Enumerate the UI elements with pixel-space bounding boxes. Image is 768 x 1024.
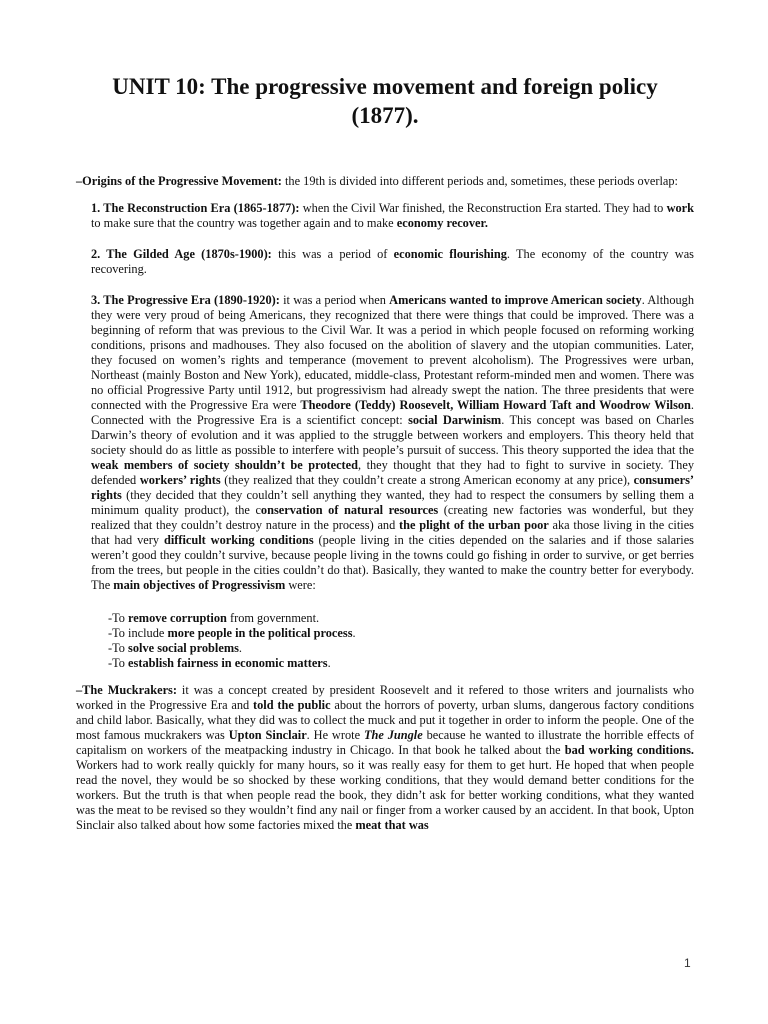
page-number: 1 [684,956,691,970]
list-item: -To establish fairness in economic matters. [108,656,331,670]
gilded-age-paragraph: 2. The Gilded Age (1870s-1900): this was a period of economic flourishing. The economy of the country was recovering. [91,247,694,276]
objectives-list [108,611,694,671]
muckrakers-heading: –The Muckrakers: [76,683,177,697]
book-title: The Jungle [363,728,423,742]
list-item: -To include more people in the political process. [108,626,356,640]
progressive-era-paragraph: 3. The Progressive Era (1890-1920): it was a period when Americans wanted to improve American society. Although they were very proud of being Americans, they recognized that there were things that could be improved. There was a beginning of reform that was previous to the Civil War. It was a period in which people focused on reforming working conditions, prisons and madhouses. They also focused on the abolition of slavery and the utopian communities. Later, they focused on women’s rights and temperance (movement to prevent alcoholism). The Progressives were urban, Northeast (mainly Boston and New York), educated, middle-class, Protestant reform-minded men and women. There was no official Progressive Party until 1912, but progressivism had already swept the nation. The three presidents that were connected with the Progressive Era were Theodore (Teddy) Roosevelt, William Howard Taft and Woodrow Wilson. Connected with the Progressive Era is a scientifict concept: social Darwinism. This concept was based on Charles Darwin’s theory of evolution and it was applied to the struggle between workers and employers. This theory held that society should do as little as possible to interfere with people’s pursuit of success. This theory supported the idea that the weak members of society shouldn’t be protected, they thought that they had to fight to survive in society. They defended workers’ rights (they realized that they couldn’t create a strong American economy at any price), consumers’ rights (they decided that they couldn’t sell anything they wanted, they had to respect the consumers by selling them a minimum quality product), the conservation of natural resources (creating new factories was wonderful, but they realized that they couldn’t destroy nature in the process) and the plight of the urban poor aka those living in the cities that had very difficult working conditions (people living in the cities depended on the salaries and if those salaries weren’t good they couldn’t survive, because people living in the towns could go fishing in order to survive, or get berries from the trees, but people in the cities couldn’t do that). Basically, they wanted to make the country better for everybody. The main objectives of Progressivism were: [91,293,695,592]
document-page [76,60,694,845]
progressive-era-heading: 3. The Progressive Era (1890-1920): [91,293,280,307]
origins-heading: –Origins of the Progressive Movement: [76,174,282,188]
list-item: -To solve social problems. [108,641,243,655]
muckrakers-paragraph: –The Muckrakers: it was a concept created by president Roosevelt and it refered to those writers and journalists who worked in the Progressive Era and told the public about the horrors of poverty, urban slums, dangerous factory conditions and child labor. Basically, what they did was to collect the muck and put it together in order to inform the people. One of the most famous muckrakers was Upton Sinclair. He wrote The Jungle because he wanted to illustrate the horrible effects of capitalism on workers of the meatpacking industry in Chicago. In that book he talked about the bad working conditions. Workers had to work really quickly for many hours, so it was really easy for them to get hurt. He hoped that when people read the novel, they would be so shocked by these working conditions, that they would demand better conditions for the workers. But the truth is that when people read the book, they didn’t ask for better working conditions, what they wanted was the meat to be revised so they wouldn’t find any nail or finger from a worker caused by an accident. In that book, Upton Sinclair also talked about how some factories mixed the meat that was [76,683,695,832]
document-title: UNIT 10: The progressive movement and foreign policy (1877). [112,74,658,128]
reconstruction-paragraph: 1. The Reconstruction Era (1865-1877): when the Civil War finished, the Reconstruction Era started. They had to work to make sure that the country was together again and to make economy recover. [91,201,694,230]
list-item: -To remove corruption from government. [108,611,320,625]
gilded-age-heading: 2. The Gilded Age (1870s-1900): [91,247,272,261]
reconstruction-heading: 1. The Reconstruction Era (1865-1877): [91,201,300,215]
origins-paragraph: –Origins of the Progressive Movement: the 19th is divided into different periods and, sometimes, these periods overlap: [76,174,678,188]
